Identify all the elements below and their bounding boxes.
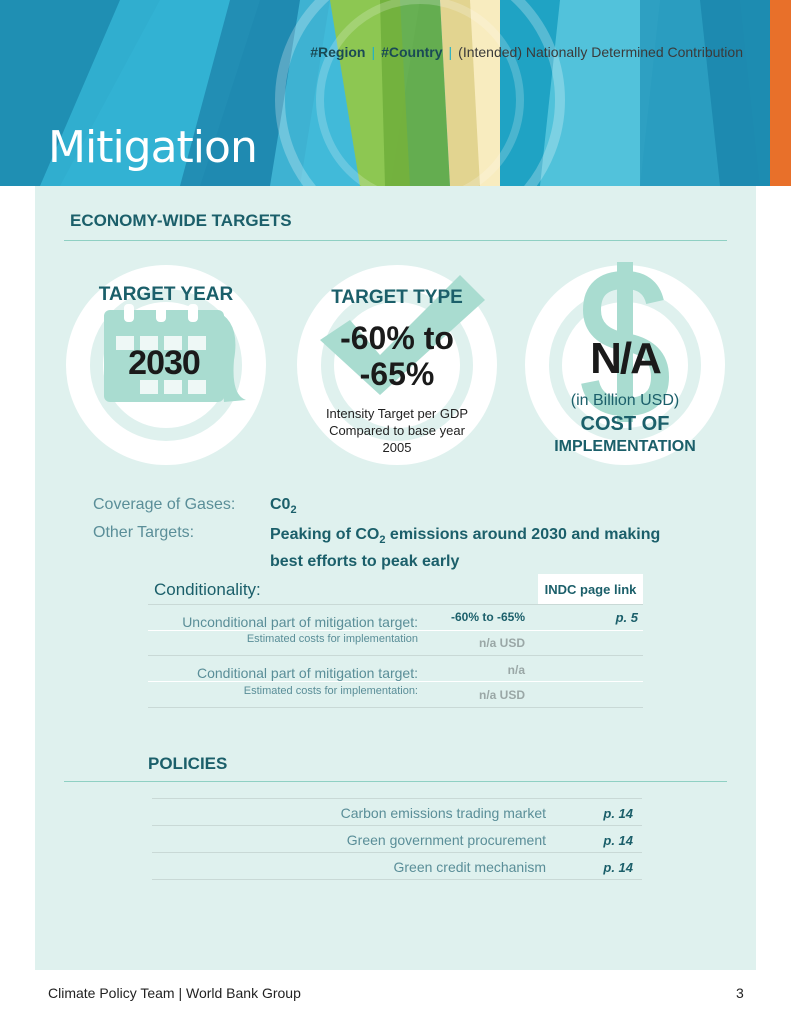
header-banner: [0, 0, 791, 186]
divider: [64, 240, 727, 241]
breadcrumb-separator: |: [448, 44, 453, 60]
policy-label: Green government procurement: [346, 832, 546, 848]
footer-credit: Climate Policy Team | World Bank Group: [48, 985, 301, 1001]
indc-link-header: INDC page link: [544, 582, 637, 597]
table-divider: [148, 630, 643, 631]
other-targets-text: Peaking of CO: [270, 526, 380, 543]
policy-divider: [152, 798, 642, 799]
coverage-value: [270, 496, 297, 516]
unconditional-label: Unconditional part of mitigation target:: [182, 614, 418, 630]
policy-page-link[interactable]: p. 14: [603, 806, 633, 821]
other-targets-value: [270, 524, 660, 573]
policy-label: Green credit mechanism: [393, 859, 546, 875]
target-type-description: [297, 405, 497, 456]
target-type-desc-line: Compared to base year: [329, 423, 465, 438]
table-divider: [148, 681, 643, 682]
other-targets-line2: best efforts to peak early: [270, 553, 460, 571]
page-number: 3: [736, 985, 744, 1001]
divider: [64, 781, 727, 782]
uncond-cost-label: Estimated costs for implementation: [246, 633, 418, 645]
breadcrumb: [310, 44, 743, 60]
policy-page-link[interactable]: p. 14: [603, 860, 633, 875]
policies-heading: POLICIES: [148, 754, 228, 773]
breadcrumb-ndc: (Intended) Nationally Determined Contribution: [458, 44, 743, 60]
target-type-desc-line: 2005: [382, 440, 412, 455]
conditional-label: Conditional part of mitigation target:: [196, 665, 418, 681]
cost-unit: (in Billion USD): [570, 392, 680, 409]
table-divider: [148, 707, 643, 708]
table-divider: [148, 655, 643, 656]
conditional-value: n/a: [507, 663, 525, 677]
coverage-subscript: 2: [290, 504, 297, 517]
policy-divider: [152, 852, 642, 853]
other-targets-subscript: 2: [379, 534, 386, 547]
target-year-label: TARGET YEAR: [98, 284, 234, 305]
breadcrumb-separator: |: [371, 44, 376, 60]
conditionality-heading: Conditionality:: [154, 580, 261, 599]
cond-cost-value: n/a USD: [478, 688, 525, 702]
policy-divider: [152, 879, 642, 880]
policy-label: Carbon emissions trading market: [340, 805, 546, 821]
target-type-value-line2: -65%: [359, 356, 435, 392]
unconditional-page-link[interactable]: p. 5: [615, 610, 638, 625]
cost-value: N/A: [590, 334, 660, 383]
unconditional-value: -60% to -65%: [450, 610, 525, 624]
target-type-label: TARGET TYPE: [331, 287, 463, 308]
policy-divider: [152, 825, 642, 826]
target-type-value: [297, 320, 497, 392]
page-title: Mitigation: [48, 122, 257, 173]
target-year-value: 2030: [128, 344, 200, 382]
breadcrumb-region[interactable]: #Region: [310, 44, 366, 60]
uncond-cost-value: n/a USD: [478, 636, 525, 650]
breadcrumb-country[interactable]: #Country: [381, 44, 443, 60]
table-divider: [148, 604, 643, 605]
coverage-label: Coverage of Gases:: [93, 496, 236, 513]
coverage-gas: C0: [270, 496, 291, 513]
policy-page-link[interactable]: p. 14: [603, 833, 633, 848]
other-targets-text: emissions around 2030 and making: [385, 526, 661, 543]
other-targets-label: Other Targets:: [93, 524, 195, 541]
cond-cost-label: Estimated costs for implementation:: [243, 685, 418, 697]
economy-heading: ECONOMY-WIDE TARGETS: [70, 211, 292, 230]
target-type-value-line1: -60% to: [340, 320, 454, 356]
cost-label-line1: COST OF: [580, 413, 670, 435]
cost-label-line2: IMPLEMENTATION: [554, 438, 696, 455]
target-type-desc-line: Intensity Target per GDP: [325, 406, 469, 421]
